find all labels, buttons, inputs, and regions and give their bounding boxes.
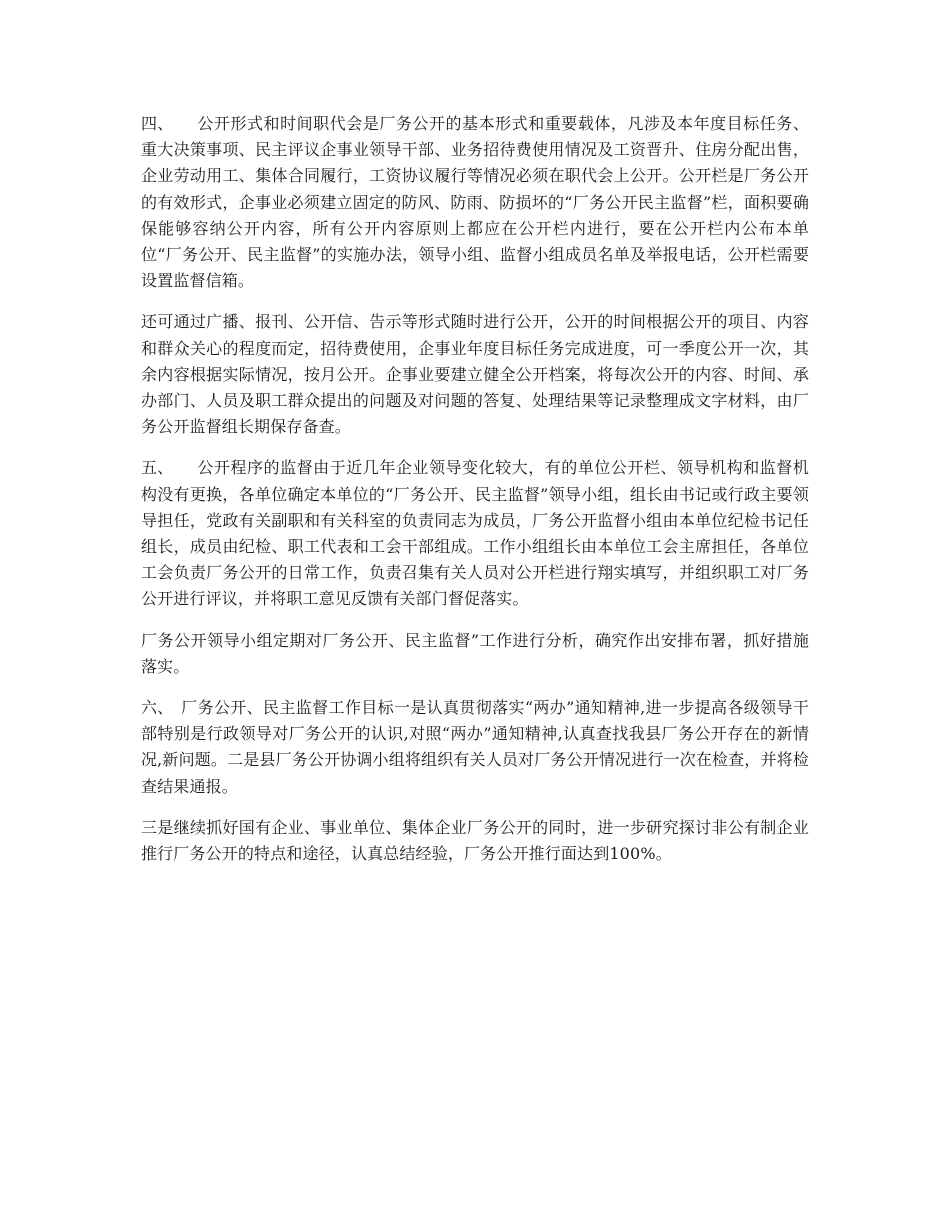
section-number: 六、 (141, 698, 174, 718)
paragraph-text: 还可通过广播、报刊、公开信、告示等形式随时进行公开，公开的时间根据公开的项目、内容和群众关心的程度而定，招待费使用，企事业年度目标任务完成进度，可一季度公开一次，其余内容根据实际情况，按月公开。企事业要建立健全公开档案，将每次公开的内容、时间、承办部门、人员及职工群众提出的问题及对问题的答复、处理结果等记录整理成文字材料，由厂务公开监督组长期保存备查。 (141, 312, 809, 437)
paragraph-section-6 (141, 695, 809, 800)
document-page (141, 111, 809, 882)
paragraph-text: 三是继续抓好国有企业、事业单位、集体企业厂务公开的同时，进一步研究探讨非公有制企业推行厂务公开的特点和途径，认真总结经验，厂务公开推行面达到100%。 (141, 817, 809, 864)
paragraph-goal-three (141, 815, 809, 867)
paragraph-section-5 (141, 455, 809, 612)
paragraph-publicity-channels (141, 309, 809, 440)
paragraph-text: 厂务公开领导小组定期对厂务公开、民主监督”工作进行分析，确究作出安排布署，抓好措施落实。 (141, 630, 809, 676)
paragraph-text: 公开程序的监督由于近几年企业领导变化较大，有的单位公开栏、领导机构和监督机构没有更换，各单位确定本单位的“厂务公开、民主监督”领导小组，组长由书记或行政主要领导担任，党政有关副职和有关科室的负责同志为成员，厂务公开监督小组由本单位纪检书记任组长，成员由纪检、职工代表和工会干部组成。工作小组组长由本单位工会主席担任，各单位工会负责厂务公开的日常工作，负责召集有关人员对公开栏进行翔实填写，并组织职工对厂务公开进行评议，并将职工意见反馈有关部门督促落实。 (141, 458, 809, 609)
section-number: 四、 (141, 114, 174, 133)
paragraph-leadership-review (141, 628, 809, 680)
paragraph-text: 公开形式和时间职代会是厂务公开的基本形式和重要载体，凡涉及本年度目标任务、重大决策事项、民主评议企事业领导干部、业务招待费使用情况及工资晋升、住房分配出售，企业劳动用工、集体合同履行，工资协议履行等情况必须在职代会上公开。公开栏是厂务公开的有效形式，企事业必须建立固定的防风、防雨、防损坏的“厂务公开民主监督”栏，面积要确保能够容纳公开内容，所有公开内容原则上都应在公开栏内进行，要在公开栏内公布本单位“厂务公开、民主监督”的实施办法，领导小组、监督小组成员名单及举报电话，公开栏需要设置监督信箱。 (141, 114, 809, 291)
paragraph-section-4 (141, 111, 809, 294)
section-number: 五、 (141, 458, 174, 478)
paragraph-text: 厂务公开、民主监督工作目标一是认真贯彻落实“两办”通知精神,进一步提高各级领导干部特别是行政领导对厂务公开的认识,对照“两办”通知精神,认真查找我县厂务公开存在的新情况,新问题。二是县厂务公开协调小组将组织有关人员对厂务公开情况进行一次在检查，并将检查结果通报。 (141, 698, 809, 796)
